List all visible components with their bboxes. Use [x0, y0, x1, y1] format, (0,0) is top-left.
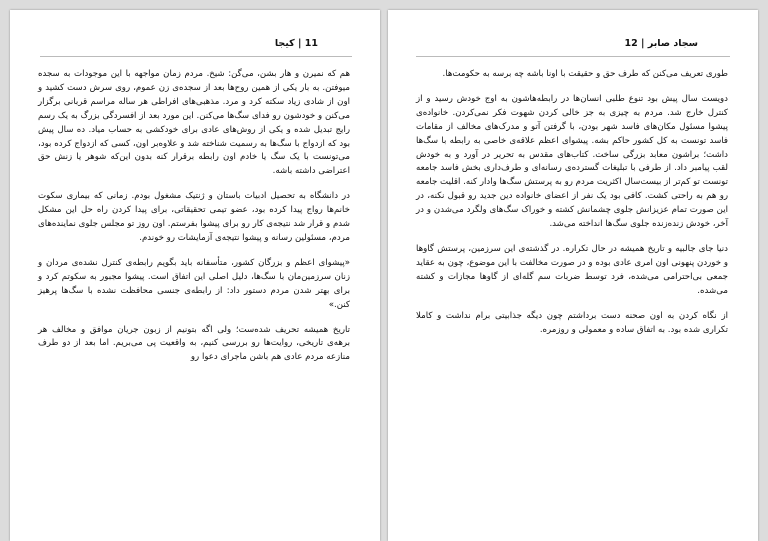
right-page: [388, 10, 758, 541]
page-header: 11 | کیجا: [274, 38, 318, 49]
paragraph: دنیا جای جالبیه و تاریخ همیشه در حال تکراره. در گذشته‌ی این سرزمین، پرستش گاوها و خوردن پنهونی اون امری عادی بوده و در صورت مخالفت با این موضوع، چون به عقاید جمعی بی‌احترامی می‌شده، فرد توسط ضربات سم گله‌ای از گاوها مجازات و کشته می‌شده.: [416, 243, 728, 296]
paragraph: هم که نمیرن و هار بشن، می‌گن: شیخ. مردم زمان مواجهه با این موجودات به سجده میوفتن. به بار یکی از همین روح‌ها بعد از سجده‌ی زن عموم، روی سرش دست کشید و اون از شادی زیاد سکته کرد و مرد. مذهبی‌های افراطی هر ساله مراسم قربانی برگزار می‌کنن و خودشون رو فدای سگ‌ها می‌کنن. این مورد بعد از افسردگی بزرگ به یک رسم رایج تبدیل شده و یکی از روش‌های عادی برای خودکشی به حساب میاد. ده سال پیش بود که ازدواج با سگ‌ها به رسمیت شناخته شد و علاوه‌بر اون، کسی که ازدواج کرده بود، می‌تونست با یک سگ یا خادم اون رابطه برقرار کنه بدون این‌که شوهر یا زنش حق اعتراضی داشته باشه.: [38, 69, 350, 177]
paragraph: تاریخ همیشه تحریف شده‌ست؛ ولی اگه بتونیم از زبون جریان موافق و مخالف هر برهه‌ی تاریخی، روایت‌ها رو بررسی کنیم، به واقعیت پی می‌بریم. اما بعد از دو طرف منازعه مردم عادی هم باشن ماجرای دعوا رو: [38, 324, 350, 363]
page-header: سجاد صابر | 12: [624, 38, 698, 49]
left-page: [10, 10, 380, 541]
header-divider: [40, 56, 352, 57]
page-body: [416, 68, 728, 348]
page-body: [38, 68, 350, 376]
paragraph: «پیشوای اعظم و بزرگان کشور، متأسفانه باید بگویم رابطه‌ی کنترل نشده‌ی مردان و زنان سرزمین‌مان با سگ‌ها، دلیل اصلی این اتفاق است. پیشوا مجبور به سکوتم کرد و برای بهتر شدن مردم دستور داد: از رابطه‌ی جنسی محافظت نشده با سگ‌ها پرهیز کنن.»: [38, 257, 350, 310]
paragraph: طوری تعریف می‌کنن که طرف حق و حقیقت با اونا باشه چه برسه به حکومت‌ها.: [442, 69, 728, 79]
header-divider: [416, 56, 730, 57]
paragraph: در دانشگاه به تحصیل ادبیات باستان و ژنتیک مشغول بودم. زمانی که بیماری سکوت خانم‌ها رواج پیدا کرده بود، عضو تیمی تحقیقاتی، برای پیدا کردن راه حل این مشکل شدم و قرار شد نتیجه‌ی کار رو برای پیشوا بفرستم. اون روز تو مجلس جلوی نماینده‌های مردم، مسئولین رسانه و پیشوا نتیجه‌ی آزمایشات رو خوندم.: [38, 191, 350, 243]
paragraph: از نگاه کردن به اون صحنه دست برداشتم چون دیگه جذابیتی برام نداشت و کاملا تکراری شده بود. به اتفاق ساده و معمولی و روزمره.: [416, 310, 728, 335]
paragraph: دویست سال پیش بود تنوع طلبی انسان‌ها در رابطه‌هاشون به اوج خودش رسید و از کنترل خارج شد. مردم به چیزی به جز خالی کردن شهوت فکر نمی‌کردن. خانواده‌ی پیشوا مسئول مکان‌های فاسد شهر بودن، با گرفتن آتو و مدرک‌های مخالف از مقامات فاسد تونست به کل کشور حاکم بشه. پیشوای اعظم علاقه‌ی خاصی به رابطه با سگ‌ها داشت؛ براشون معابد بزرگی ساخت. کتاب‌های مقدس به تحریر در آورد و به خودش لقب پیامبر داد. از طرفی با تبلیغات گسترده‌ی رسانه‌ای و طرف‌داری بخش فاسد جامعه تونست تو کم‌تر از بیست‌سال اکثریت مردم رو به پرستش سگ‌ها وادار کنه. اقلیت جامعه رو هم به راحتی کشت. کافی بود یک نفر از اعضای خانواده دین جدید رو قبول نکنه، در این صورت تمام عزیزانش جلوی چشمانش کشته و خوراک سگ‌های ولگرد می‌شدن و در آخر، خودش زنده‌زنده جلوی سگ‌ها انداخته می‌شد.: [416, 93, 728, 230]
